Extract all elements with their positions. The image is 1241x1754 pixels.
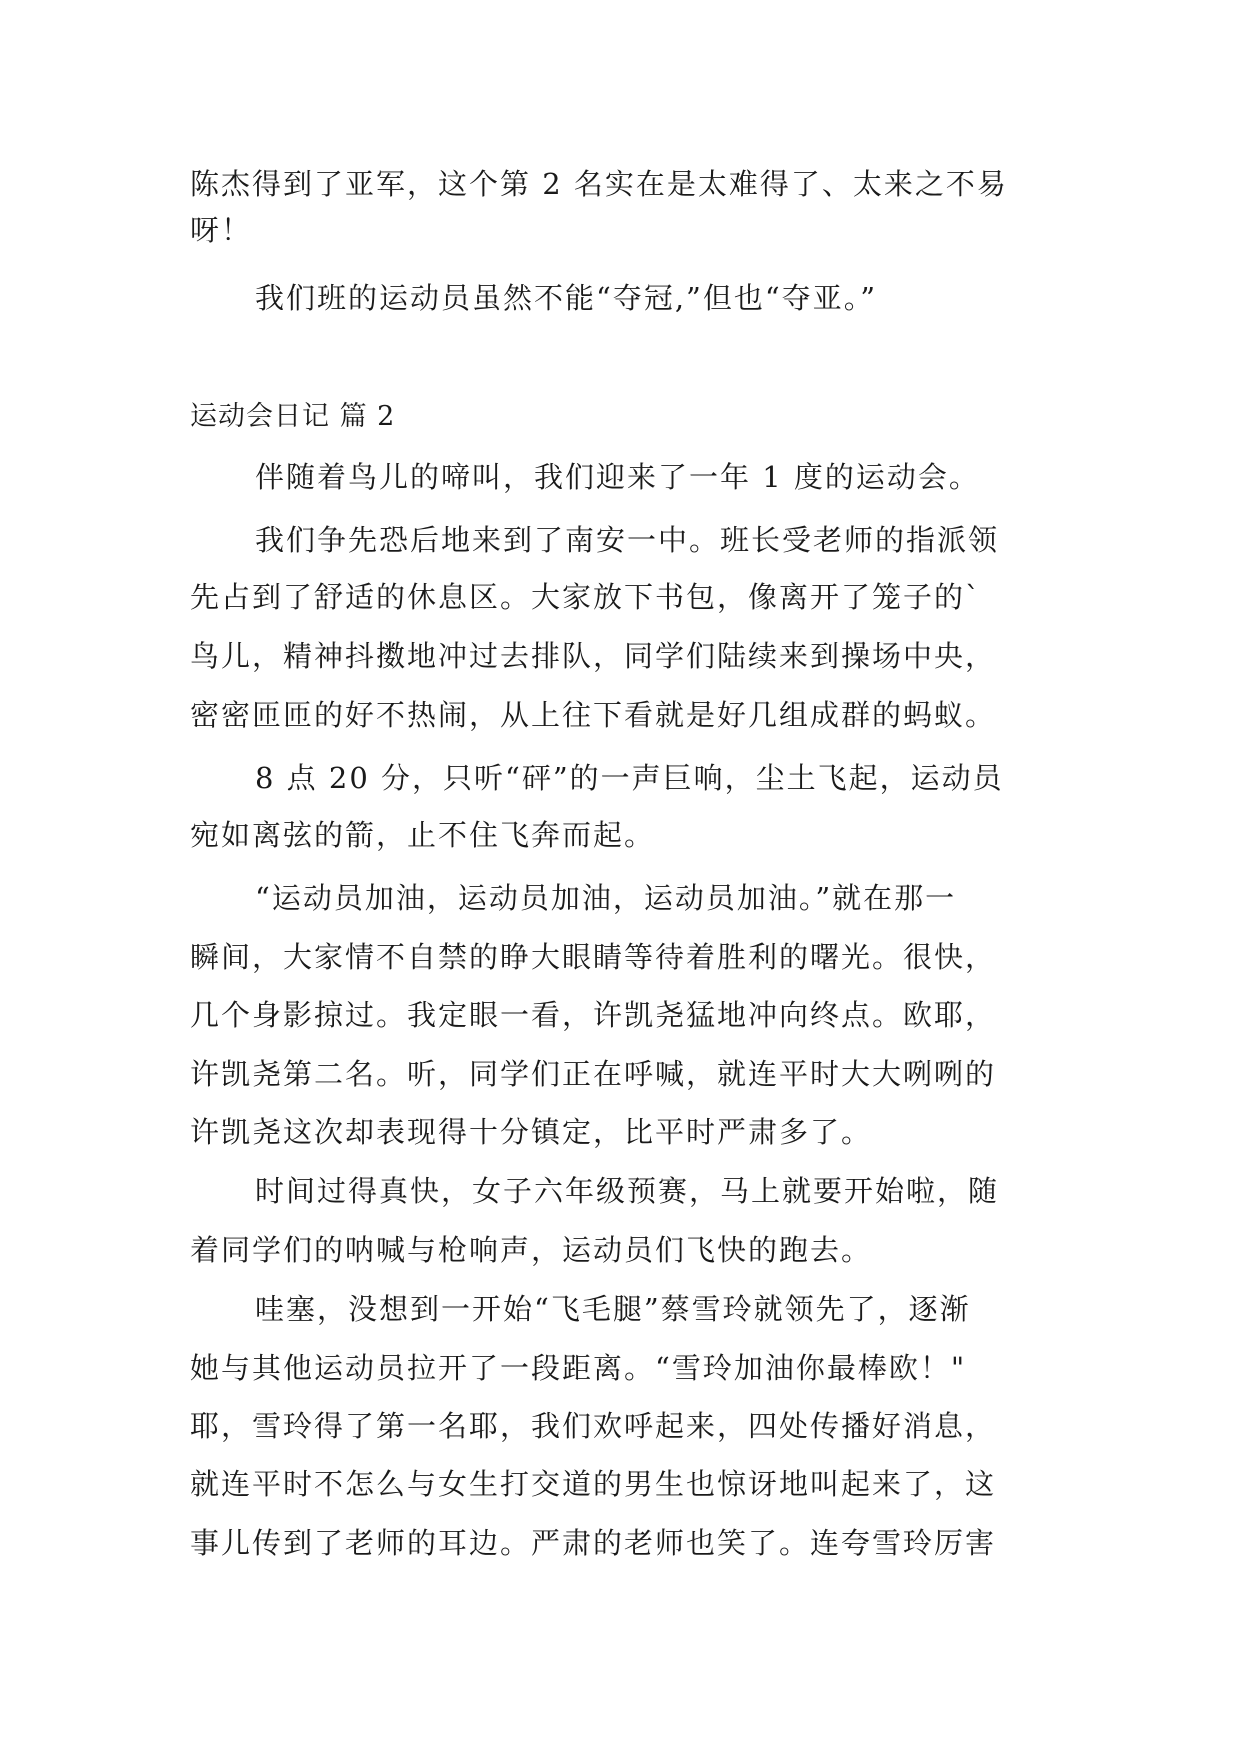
paragraph-line: 许凯尧第二名。听，同学们正在呼喊，就连平时大大咧咧的 [190, 1057, 997, 1091]
paragraph-line: 时间过得真快，女子六年级预赛，马上就要开始啦，随 [255, 1174, 1000, 1208]
paragraph-line: 几个身影掠过。我定眼一看，许凯尧猛地冲向终点。欧耶， [190, 998, 997, 1032]
paragraph-line: 伴随着鸟儿的啼叫，我们迎来了一年 1 度的运动会。 [255, 460, 980, 494]
paragraph-line: 就连平时不怎么与女生打交道的男生也惊讶地叫起来了，这 [190, 1467, 997, 1501]
paragraph-line: 鸟儿，精神抖擞地冲过去排队，同学们陆续来到操场中央， [190, 639, 997, 673]
paragraph-line: 她与其他运动员拉开了一段距离。“雪玲加油你最棒欧！" [190, 1351, 967, 1385]
paragraph-line: “运动员加油，运动员加油，运动员加油。”就在那一 [255, 881, 957, 915]
paragraph-line: 8 点 20 分，只听“砰”的一声巨响，尘土飞起，运动员 [255, 761, 1004, 795]
paragraph-line: 宛如离弦的箭，止不住飞奔而起。 [190, 818, 656, 852]
paragraph-line: 陈杰得到了亚军，这个第 2 名实在是太难得了、太来之不易 [190, 167, 1008, 201]
paragraph-line: 瞬间，大家情不自禁的睁大眼睛等待着胜利的曙光。很快， [190, 940, 997, 974]
paragraph-line: 许凯尧这次却表现得十分镇定，比平时严肃多了。 [190, 1115, 873, 1149]
paragraph-line: 哇塞，没想到一开始“飞毛腿”蔡雪玲就领先了，逐渐 [255, 1292, 971, 1326]
paragraph-line: 事儿传到了老师的耳边。严肃的老师也笑了。连夸雪玲厉害 [190, 1526, 997, 1560]
paragraph-line: 先占到了舒适的休息区。大家放下书包，像离开了笼子的` [190, 580, 982, 614]
section-heading: 运动会日记 篇 2 [190, 401, 396, 432]
paragraph-line: 密密匝匝的好不热闹，从上往下看就是好几组成群的蚂蚁。 [190, 698, 997, 732]
paragraph-line: 我们争先恐后地来到了南安一中。班长受老师的指派领 [255, 523, 1000, 557]
paragraph-line: 耶，雪玲得了第一名耶，我们欢呼起来，四处传播好消息， [190, 1409, 997, 1443]
paragraph-line: 我们班的运动员虽然不能“夺冠,”但也“夺亚。” [255, 281, 878, 315]
paragraph-line: 呀！ [190, 213, 253, 247]
paragraph-line: 着同学们的呐喊与枪响声，运动员们飞快的跑去。 [190, 1233, 873, 1267]
